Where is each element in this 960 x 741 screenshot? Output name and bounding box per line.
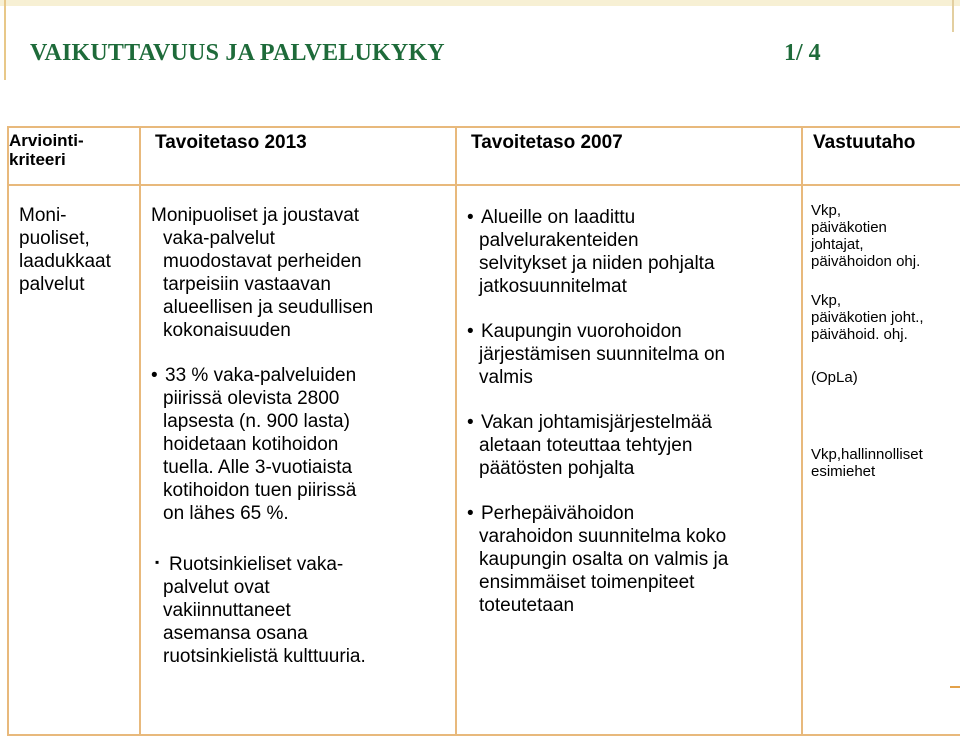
responsible-line: päivähoid. ohj. xyxy=(811,326,908,343)
bullet-dot-icon: • xyxy=(467,321,474,342)
target-2007-line: jatkosuunnitelmat xyxy=(479,276,627,297)
responsible-line: (OpLa) xyxy=(811,369,858,386)
target-2007-line: järjestämisen suunnitelma on xyxy=(479,344,726,365)
bullet-text: Alueille on laadittu xyxy=(481,207,636,228)
page-title: VAIKUTTAVUUS JA PALVELUKYKY xyxy=(30,40,445,66)
bullet-text: Kaupungin vuorohoidon xyxy=(481,321,682,342)
bullet-dot-icon: • xyxy=(151,365,158,386)
responsible-line: johtajat, xyxy=(811,236,864,253)
target-2013-line: palvelut ovat xyxy=(163,577,270,598)
target-2013-line: tuella. Alle 3-vuotiaista xyxy=(163,457,353,478)
target-2007-line: päätösten pohjalta xyxy=(479,458,635,479)
left-accent-rule xyxy=(4,0,6,80)
target-2007-bullet-line xyxy=(467,411,791,434)
target-2013-line: on lähes 65 %. xyxy=(163,503,289,524)
bullet-dot-icon: • xyxy=(467,207,474,228)
top-right-accent xyxy=(952,0,954,32)
target-2007-bullet-line xyxy=(467,206,791,229)
header-target-2007: Tavoitetaso 2007 xyxy=(456,127,802,185)
target-2013-line: hoidetaan kotihoidon xyxy=(163,434,339,455)
responsible-line: esimiehet xyxy=(811,463,876,480)
target-2013-line: asemansa osana xyxy=(163,623,308,644)
criteria-line: palvelut xyxy=(19,274,85,295)
responsible-cell xyxy=(802,185,960,735)
target-2013-line: vakiinnuttaneet xyxy=(163,600,291,621)
bullet-text: Ruotsinkieliset vaka- xyxy=(169,554,344,575)
target-2013-line: kotihoidon tuen piirissä xyxy=(163,480,357,501)
target-2013-line: alueellisen ja seudullisen xyxy=(163,297,374,318)
responsible-line: päiväkotien joht., xyxy=(811,309,924,326)
criteria-table xyxy=(7,126,960,736)
bullet-text: 33 % vaka-palveluiden xyxy=(165,365,357,386)
bullet-dot-icon: • xyxy=(467,412,474,433)
page-number: 1/ 4 xyxy=(784,40,821,66)
target-2013-line: muodostavat perheiden xyxy=(163,251,362,272)
responsible-line: päivähoidon ohj. xyxy=(811,253,921,270)
bullet-dot-icon: • xyxy=(467,503,474,524)
target-2007-line: aletaan toteuttaa tehtyjen xyxy=(479,435,693,456)
header-target-2013: Tavoitetaso 2013 xyxy=(140,127,456,185)
target-2013-bullet-line xyxy=(151,364,445,387)
target-2013-line: piirissä olevista 2800 xyxy=(163,388,340,409)
header-responsible: Vastuutaho xyxy=(802,127,960,185)
target-2007-cell xyxy=(456,185,802,735)
target-2013-line: Monipuoliset ja joustavat xyxy=(151,205,360,226)
body-row xyxy=(8,185,960,735)
target-2007-bullet-line xyxy=(467,320,791,343)
responsible-line: Vkp, xyxy=(811,292,842,309)
small-bullet-icon: ▪ xyxy=(155,555,160,569)
target-2013-line: vaka-palvelut xyxy=(163,228,275,249)
target-2007-line: kaupungin osalta on valmis ja xyxy=(479,549,729,570)
responsible-line: päiväkotien xyxy=(811,219,887,236)
criteria-cell xyxy=(8,185,140,735)
criteria-line: laadukkaat xyxy=(19,251,111,272)
target-2007-line: toteutetaan xyxy=(479,595,575,616)
header-criteria xyxy=(8,127,140,185)
target-2007-line: valmis xyxy=(479,367,533,388)
target-2007-line: varahoidon suunnitelma koko xyxy=(479,526,727,547)
target-2007-line: ensimmäiset toimenpiteet xyxy=(479,572,695,593)
target-2013-bullet-line xyxy=(151,551,445,576)
top-accent-bar xyxy=(0,0,960,6)
header-row xyxy=(8,127,960,185)
target-2007-line: selvitykset ja niiden pohjalta xyxy=(479,253,715,274)
target-2013-line: lapsesta (n. 900 lasta) xyxy=(163,411,350,432)
criteria-line: puoliset, xyxy=(19,228,90,249)
target-2007-bullet-line xyxy=(467,502,791,525)
target-2013-cell xyxy=(140,185,456,735)
target-2013-line: ruotsinkielistä kulttuuria. xyxy=(163,646,366,667)
header-criteria-line: kriteeri xyxy=(9,150,66,169)
bullet-text: Perhepäivähoidon xyxy=(481,503,635,524)
target-2007-line: palvelurakenteiden xyxy=(479,230,639,251)
header-criteria-line: Arviointi- xyxy=(9,131,84,150)
responsible-line: Vkp,hallinnolliset xyxy=(811,446,923,463)
target-2013-line: tarpeisiin vastaavan xyxy=(163,274,331,295)
responsible-line: Vkp, xyxy=(811,202,842,219)
criteria-line: Moni- xyxy=(19,205,67,226)
bullet-text: Vakan johtamisjärjestelmää xyxy=(481,412,712,433)
target-2013-line: kokonaisuuden xyxy=(163,320,291,341)
